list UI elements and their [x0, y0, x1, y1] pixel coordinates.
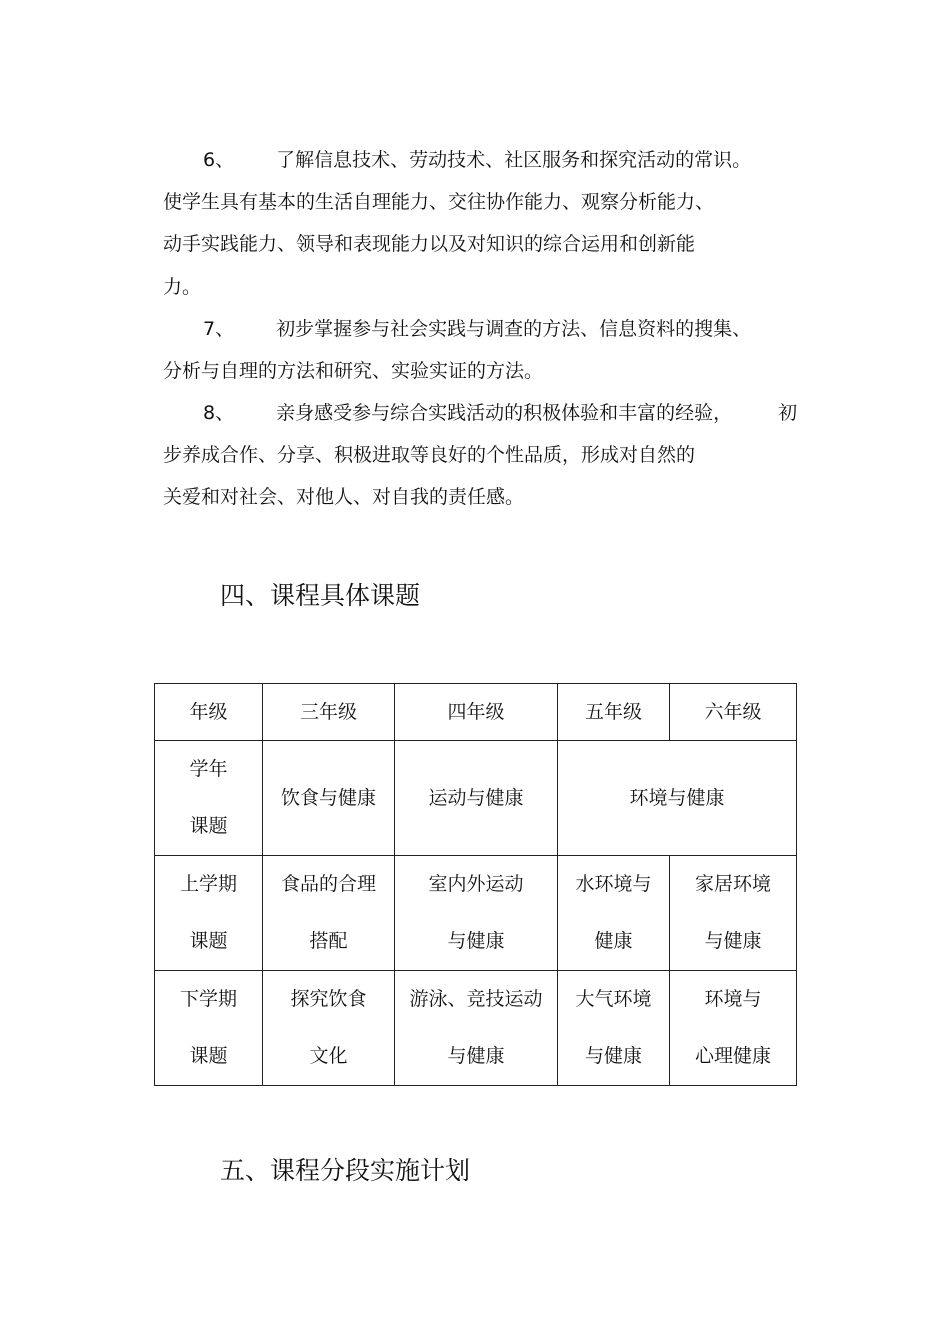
header-grade: 年级: [155, 684, 263, 741]
table-row-year: [155, 741, 797, 856]
section-5-title: 五、课程分段实施计划: [220, 1156, 471, 1185]
objective-number: 7、: [203, 318, 235, 340]
objective-7-line-2: 分析与自理的方法和研究、实验实证的方法。: [163, 360, 544, 382]
objective-6-line-3: 动手实践能力、领导和表现能力以及对知识的综合运用和创新能: [163, 233, 696, 255]
header-grade-4: 四年级: [395, 684, 558, 741]
objective-text: 初步掌握参与社会实践与调查的方法、信息资料的搜集、: [276, 318, 752, 340]
objective-6-line-1: [203, 148, 751, 172]
objective-text: 了解信息技术、劳动技术、社区服务和探究活动的常识。: [276, 149, 752, 171]
header-grade-6: 六年级: [670, 684, 797, 741]
objective-8-line-1: [203, 401, 797, 425]
term-1-topic-grade-6: 家居环境 与健康: [670, 856, 797, 971]
row-label-term-1: 上学期 课题: [155, 856, 263, 971]
objective-7-line-1: [203, 317, 751, 341]
header-grade-5: 五年级: [558, 684, 670, 741]
term-2-topic-grade-3: 探究饮食 文化: [263, 971, 395, 1086]
course-topics-table: [154, 683, 797, 1086]
objective-8-line-3: 关爱和对社会、对他人、对自我的责任感。: [163, 486, 525, 508]
term-2-topic-grade-5: 大气环境 与健康: [558, 971, 670, 1086]
term-2-topic-grade-6: 环境与 心理健康: [670, 971, 797, 1086]
year-topic-grade-4: 运动与健康: [395, 741, 558, 856]
table-row-term-1: [155, 856, 797, 971]
section-4-title: 四、课程具体课题: [220, 581, 421, 610]
table-header-row: [155, 684, 797, 741]
objective-text-tail: 初: [778, 402, 798, 424]
term-2-topic-grade-4: 游泳、竞技运动 与健康: [395, 971, 558, 1086]
objective-number: 8、: [203, 402, 235, 424]
objective-6-line-2: 使学生具有基本的生活自理能力、交往协作能力、观察分析能力、: [163, 191, 715, 213]
objective-text: 亲身感受参与综合实践活动的积极体验和丰富的经验，: [276, 402, 733, 424]
year-topic-grade-3: 饮食与健康: [263, 741, 395, 856]
objective-number: 6、: [203, 149, 235, 171]
term-1-topic-grade-4: 室内外运动 与健康: [395, 856, 558, 971]
objective-8-line-2: 步养成合作、分享、积极进取等良好的个性品质，形成对自然的: [163, 444, 696, 466]
year-topic-grade-5-6: 环境与健康: [558, 741, 797, 856]
row-label-year: 学年 课题: [155, 741, 263, 856]
term-1-topic-grade-5: 水环境与 健康: [558, 856, 670, 971]
table-row-term-2: [155, 971, 797, 1086]
row-label-term-2: 下学期 课题: [155, 971, 263, 1086]
term-1-topic-grade-3: 食品的合理 搭配: [263, 856, 395, 971]
header-grade-3: 三年级: [263, 684, 395, 741]
objective-6-line-4: 力。: [163, 276, 202, 298]
